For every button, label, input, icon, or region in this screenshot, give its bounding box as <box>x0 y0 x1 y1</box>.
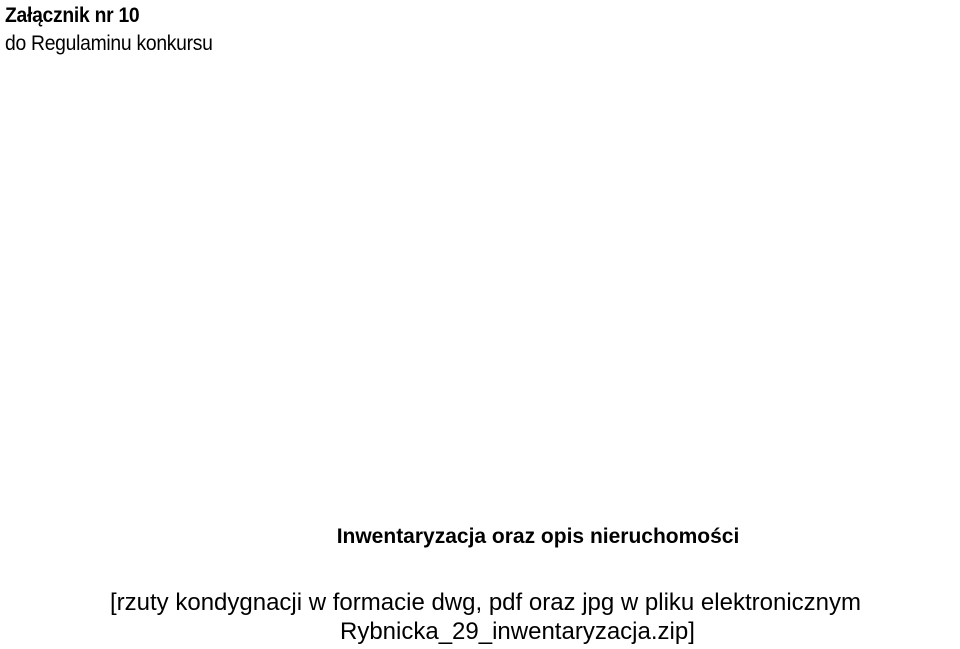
description-line-1: [rzuty kondygnacji w formacie dwg, pdf oraz jpg w pliku elektronicznym <box>110 589 861 616</box>
annex-subtitle: do Regulaminu konkursu <box>5 32 213 55</box>
document-header <box>5 2 231 58</box>
annex-title: Załącznik nr 10 <box>5 4 140 27</box>
description-line-2: Rybnicka_29_inwentaryzacja.zip] <box>340 618 695 645</box>
description <box>0 588 960 646</box>
main-heading: Inwentaryzacja oraz opis nieruchomości <box>336 525 740 548</box>
